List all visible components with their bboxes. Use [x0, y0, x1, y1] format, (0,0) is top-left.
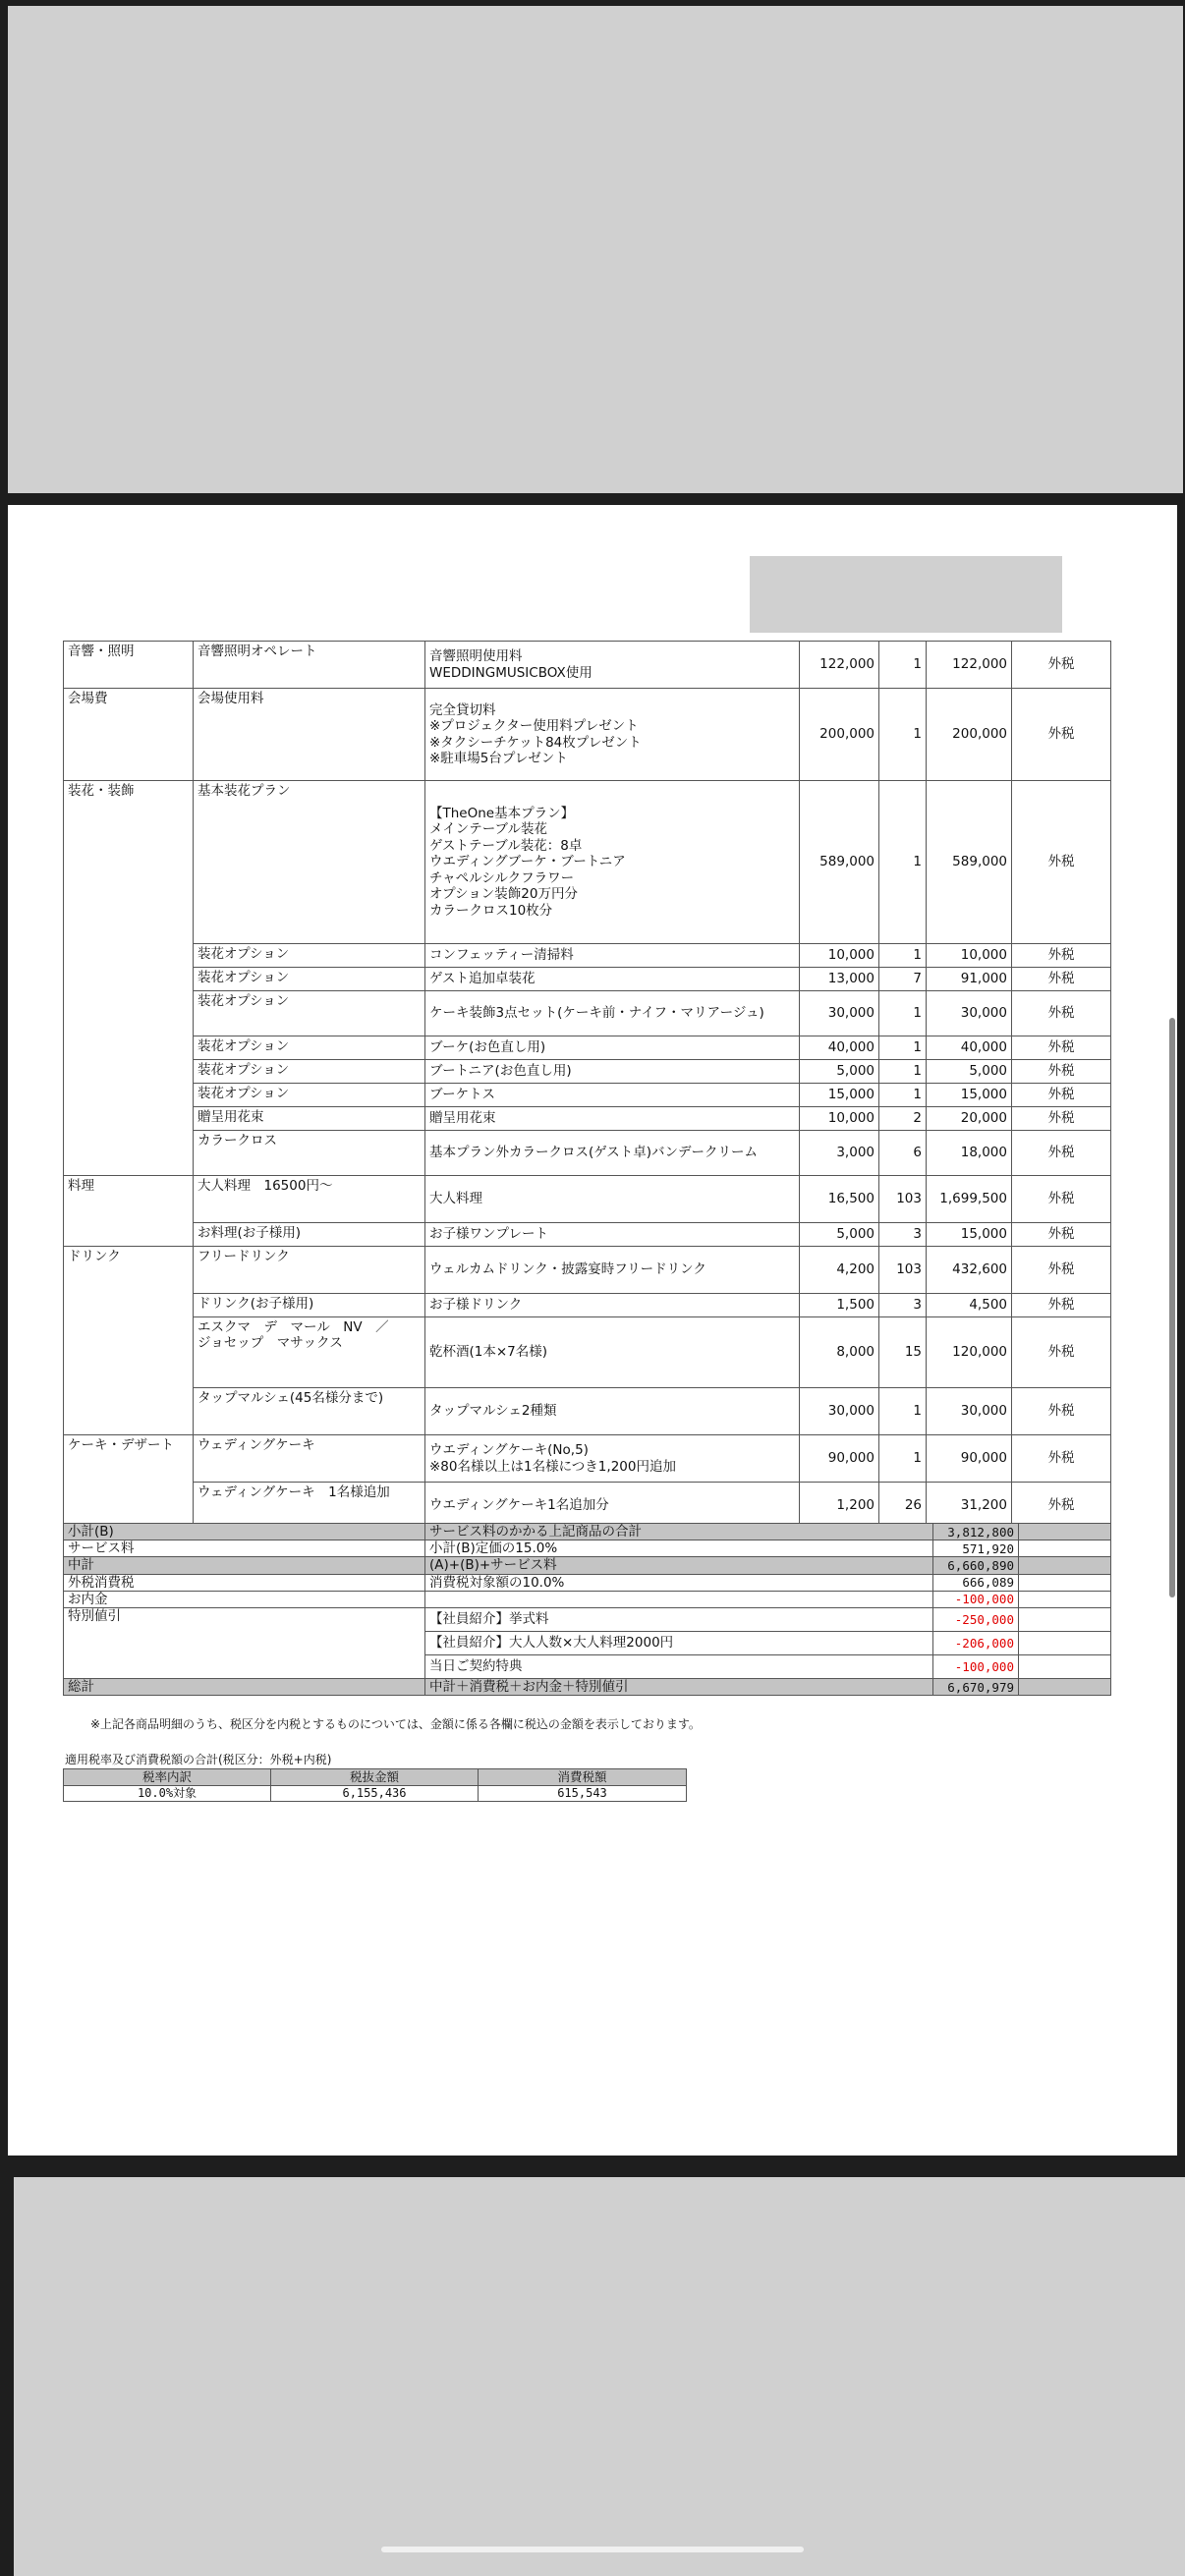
line-item-row — [64, 1176, 1111, 1223]
line-item-row — [64, 1131, 1111, 1176]
tax-type-cell: 外税 — [1012, 689, 1111, 781]
item-name-cell: エスクマ デ マール NV ／ ジョセップ マサックス — [194, 1317, 425, 1388]
category-cell: 会場費 — [64, 689, 194, 781]
quantity-cell: 103 — [879, 1247, 927, 1294]
quantity-cell: 1 — [879, 1435, 927, 1483]
category-cell: ケーキ・デザート — [64, 1435, 194, 1530]
quantity-cell: 1 — [879, 1084, 927, 1107]
rate-header-pretax: 税抜金額 — [271, 1769, 479, 1786]
summary-blank-cell — [1019, 1678, 1111, 1695]
amount-cell: 120,000 — [927, 1317, 1012, 1388]
category-cell: 料理 — [64, 1176, 194, 1247]
summary-row — [64, 1557, 1111, 1574]
line-item-row — [64, 781, 1111, 944]
description-cell: ブーケトス — [425, 1084, 800, 1107]
tax-type-cell: 外税 — [1012, 1131, 1111, 1176]
tax-type-cell: 外税 — [1012, 944, 1111, 968]
tax-rate-title: 適用税率及び消費税額の合計(税区分：外税+内税) — [65, 1753, 332, 1766]
summary-description: 当日ご契約特典 — [425, 1654, 933, 1678]
unit-price-cell: 122,000 — [800, 642, 879, 689]
summary-blank-cell — [1019, 1540, 1111, 1557]
item-name-cell: ウェディングケーキ 1名様追加 — [194, 1483, 425, 1530]
line-item-row — [64, 1036, 1111, 1060]
line-item-row — [64, 1060, 1111, 1084]
quantity-cell: 103 — [879, 1176, 927, 1223]
description-cell: ウェルカムドリンク・披露宴時フリードリンク — [425, 1247, 800, 1294]
summary-row — [64, 1591, 1111, 1607]
description-cell: お子様ドリンク — [425, 1294, 800, 1317]
rate-breakdown: 10.0%対象 — [64, 1785, 271, 1801]
summary-blank-cell — [1019, 1654, 1111, 1678]
summary-blank-cell — [1019, 1557, 1111, 1574]
item-name-cell: 装花オプション — [194, 1036, 425, 1060]
unit-price-cell: 589,000 — [800, 781, 879, 944]
tax-type-cell: 外税 — [1012, 1294, 1111, 1317]
quantity-cell: 3 — [879, 1294, 927, 1317]
amount-cell: 20,000 — [927, 1107, 1012, 1131]
amount-cell: 31,200 — [927, 1483, 1012, 1530]
amount-cell: 122,000 — [927, 642, 1012, 689]
quantity-cell: 1 — [879, 944, 927, 968]
item-name-cell: 装花オプション — [194, 991, 425, 1036]
tax-type-cell: 外税 — [1012, 781, 1111, 944]
summary-label: 特別値引 — [64, 1607, 425, 1678]
quantity-cell: 1 — [879, 991, 927, 1036]
tax-type-cell: 外税 — [1012, 1388, 1111, 1435]
item-name-cell: 会場使用料 — [194, 689, 425, 781]
tax-type-cell: 外税 — [1012, 1483, 1111, 1530]
unit-price-cell: 16,500 — [800, 1176, 879, 1223]
summary-amount: 571,920 — [933, 1540, 1019, 1557]
summary-row — [64, 1574, 1111, 1591]
tax-note: ※上記各商品明細のうち、税区分を内税とするものについては、金額に係る各欄に税込の金額を表示しております。 — [90, 1717, 701, 1731]
summary-amount: 6,670,979 — [933, 1678, 1019, 1695]
unit-price-cell: 200,000 — [800, 689, 879, 781]
amount-cell: 91,000 — [927, 968, 1012, 991]
description-cell: ウエディングケーキ(No,5) ※80名様以上は1名様につき1,200円追加 — [425, 1435, 800, 1483]
line-item-row — [64, 1294, 1111, 1317]
summary-row — [64, 1524, 1111, 1540]
description-cell: 乾杯酒(1本×7名様) — [425, 1317, 800, 1388]
summary-amount: 6,660,890 — [933, 1557, 1019, 1574]
scrollbar-thumb[interactable] — [1169, 1018, 1175, 1597]
summary-blank-cell — [1019, 1524, 1111, 1540]
description-cell: コンフェッティー清掃料 — [425, 944, 800, 968]
unit-price-cell: 13,000 — [800, 968, 879, 991]
home-indicator[interactable] — [381, 2547, 804, 2552]
unit-price-cell: 90,000 — [800, 1435, 879, 1483]
rate-header-breakdown: 税率内訳 — [64, 1769, 271, 1786]
summary-blank-cell — [1019, 1631, 1111, 1654]
item-name-cell: 基本装花プラン — [194, 781, 425, 944]
unit-price-cell: 5,000 — [800, 1223, 879, 1247]
description-cell: タップマルシェ2種類 — [425, 1388, 800, 1435]
summary-table — [63, 1523, 1111, 1696]
summary-amount: -100,000 — [933, 1591, 1019, 1607]
summary-amount: 3,812,800 — [933, 1524, 1019, 1540]
line-item-row — [64, 1107, 1111, 1131]
tax-type-cell: 外税 — [1012, 1176, 1111, 1223]
item-name-cell: カラークロス — [194, 1131, 425, 1176]
summary-amount: -100,000 — [933, 1654, 1019, 1678]
tax-type-cell: 外税 — [1012, 991, 1111, 1036]
rate-tax-amount: 615,543 — [479, 1785, 687, 1801]
description-cell: 贈呈用花束 — [425, 1107, 800, 1131]
line-item-row — [64, 1084, 1111, 1107]
redacted-header-area — [8, 6, 1183, 493]
unit-price-cell: 10,000 — [800, 944, 879, 968]
line-item-row — [64, 1388, 1111, 1435]
category-cell: 音響・照明 — [64, 642, 194, 689]
unit-price-cell: 3,000 — [800, 1131, 879, 1176]
line-item-row — [64, 991, 1111, 1036]
item-name-cell: ドリンク(お子様用) — [194, 1294, 425, 1317]
amount-cell: 40,000 — [927, 1036, 1012, 1060]
item-name-cell: ウェディングケーキ — [194, 1435, 425, 1483]
line-item-row — [64, 944, 1111, 968]
summary-row — [64, 1607, 1111, 1631]
line-item-row — [64, 968, 1111, 991]
unit-price-cell: 1,200 — [800, 1483, 879, 1530]
quantity-cell: 3 — [879, 1223, 927, 1247]
quantity-cell: 1 — [879, 1060, 927, 1084]
amount-cell: 10,000 — [927, 944, 1012, 968]
summary-description: 消費税対象額の10.0% — [425, 1574, 933, 1591]
line-item-row — [64, 1223, 1111, 1247]
amount-cell: 18,000 — [927, 1131, 1012, 1176]
amount-cell: 200,000 — [927, 689, 1012, 781]
unit-price-cell: 10,000 — [800, 1107, 879, 1131]
description-cell: ブートニア(お色直し用) — [425, 1060, 800, 1084]
description-cell: ケーキ装飾3点セット(ケーキ前・ナイフ・マリアージュ) — [425, 991, 800, 1036]
amount-cell: 5,000 — [927, 1060, 1012, 1084]
unit-price-cell: 30,000 — [800, 991, 879, 1036]
summary-amount: -206,000 — [933, 1631, 1019, 1654]
summary-amount: 666,089 — [933, 1574, 1019, 1591]
item-name-cell: 装花オプション — [194, 1084, 425, 1107]
amount-cell: 1,699,500 — [927, 1176, 1012, 1223]
amount-cell: 30,000 — [927, 991, 1012, 1036]
amount-cell: 432,600 — [927, 1247, 1012, 1294]
item-name-cell: 装花オプション — [194, 968, 425, 991]
unit-price-cell: 40,000 — [800, 1036, 879, 1060]
tax-type-cell: 外税 — [1012, 1317, 1111, 1388]
quantity-cell: 2 — [879, 1107, 927, 1131]
item-name-cell: 音響照明オペレート — [194, 642, 425, 689]
quantity-cell: 1 — [879, 1388, 927, 1435]
summary-amount: -250,000 — [933, 1607, 1019, 1631]
unit-price-cell: 30,000 — [800, 1388, 879, 1435]
summary-row — [64, 1678, 1111, 1695]
summary-label: 小計(B) — [64, 1524, 425, 1540]
item-name-cell: 装花オプション — [194, 1060, 425, 1084]
description-cell: 大人料理 — [425, 1176, 800, 1223]
item-name-cell: 贈呈用花束 — [194, 1107, 425, 1131]
amount-cell: 4,500 — [927, 1294, 1012, 1317]
quantity-cell: 1 — [879, 689, 927, 781]
tax-type-cell: 外税 — [1012, 1107, 1111, 1131]
item-name-cell: 大人料理 16500円～ — [194, 1176, 425, 1223]
summary-description: 【社員紹介】大人人数×大人料理2000円 — [425, 1631, 933, 1654]
tax-type-cell: 外税 — [1012, 1036, 1111, 1060]
summary-description: (A)+(B)+サービス料 — [425, 1557, 933, 1574]
quantity-cell: 26 — [879, 1483, 927, 1530]
unit-price-cell: 5,000 — [800, 1060, 879, 1084]
summary-label: サービス料 — [64, 1540, 425, 1557]
description-cell: 完全貸切料 ※プロジェクター使用料プレゼント ※タクシーチケット84枚プレゼント ※駐車場5台プレゼント — [425, 689, 800, 781]
unit-price-cell: 4,200 — [800, 1247, 879, 1294]
summary-label: 総計 — [64, 1678, 425, 1695]
summary-label: 外税消費税 — [64, 1574, 425, 1591]
line-item-row — [64, 1247, 1111, 1294]
quantity-cell: 1 — [879, 642, 927, 689]
line-item-row — [64, 689, 1111, 781]
redacted-footer-area — [14, 2177, 1185, 2576]
amount-cell: 15,000 — [927, 1084, 1012, 1107]
tax-type-cell: 外税 — [1012, 642, 1111, 689]
unit-price-cell: 1,500 — [800, 1294, 879, 1317]
tax-type-cell: 外税 — [1012, 1223, 1111, 1247]
line-items-table — [63, 641, 1111, 1530]
summary-row — [64, 1540, 1111, 1557]
line-item-row — [64, 642, 1111, 689]
estimate-page — [8, 505, 1177, 2156]
description-cell: ゲスト追加卓装花 — [425, 968, 800, 991]
redacted-box — [750, 556, 1062, 633]
category-cell: 装花・装飾 — [64, 781, 194, 1176]
unit-price-cell: 15,000 — [800, 1084, 879, 1107]
tax-rate-table — [63, 1768, 687, 1802]
rate-pretax-amount: 6,155,436 — [271, 1785, 479, 1801]
summary-description: 中計＋消費税＋お内金＋特別値引 — [425, 1678, 933, 1695]
tax-type-cell: 外税 — [1012, 1435, 1111, 1483]
amount-cell: 30,000 — [927, 1388, 1012, 1435]
quantity-cell: 1 — [879, 781, 927, 944]
summary-label: お内金 — [64, 1591, 425, 1607]
summary-description — [425, 1591, 933, 1607]
summary-blank-cell — [1019, 1591, 1111, 1607]
unit-price-cell: 8,000 — [800, 1317, 879, 1388]
item-name-cell: タップマルシェ(45名様分まで) — [194, 1388, 425, 1435]
description-cell: 基本プラン外カラークロス(ゲスト卓)バンデークリーム — [425, 1131, 800, 1176]
summary-label: 中計 — [64, 1557, 425, 1574]
quantity-cell: 6 — [879, 1131, 927, 1176]
summary-description: サービス料のかかる上記商品の合計 — [425, 1524, 933, 1540]
amount-cell: 15,000 — [927, 1223, 1012, 1247]
line-item-row — [64, 1435, 1111, 1483]
amount-cell: 589,000 — [927, 781, 1012, 944]
description-cell: お子様ワンプレート — [425, 1223, 800, 1247]
quantity-cell: 1 — [879, 1036, 927, 1060]
item-name-cell: お料理(お子様用) — [194, 1223, 425, 1247]
description-cell: ブーケ(お色直し用) — [425, 1036, 800, 1060]
summary-description: 小計(B)定価の15.0% — [425, 1540, 933, 1557]
description-cell: ウエディングケーキ1名追加分 — [425, 1483, 800, 1530]
category-cell: ドリンク — [64, 1247, 194, 1435]
summary-description: 【社員紹介】挙式料 — [425, 1607, 933, 1631]
item-name-cell: フリードリンク — [194, 1247, 425, 1294]
description-cell: 音響照明使用料 WEDDINGMUSICBOX使用 — [425, 642, 800, 689]
line-item-row — [64, 1317, 1111, 1388]
description-cell: 【TheOne基本プラン】 メインテーブル装花 ゲストテーブル装花：8卓 ウエディングブーケ・ブートニア チャペルシルクフラワー オプション装飾20万円分 カラークロス10枚分 — [425, 781, 800, 944]
tax-type-cell: 外税 — [1012, 1060, 1111, 1084]
quantity-cell: 15 — [879, 1317, 927, 1388]
item-name-cell: 装花オプション — [194, 944, 425, 968]
tax-type-cell: 外税 — [1012, 1084, 1111, 1107]
rate-header-tax: 消費税額 — [479, 1769, 687, 1786]
summary-blank-cell — [1019, 1607, 1111, 1631]
summary-blank-cell — [1019, 1574, 1111, 1591]
quantity-cell: 7 — [879, 968, 927, 991]
tax-type-cell: 外税 — [1012, 1247, 1111, 1294]
amount-cell: 90,000 — [927, 1435, 1012, 1483]
tax-type-cell: 外税 — [1012, 968, 1111, 991]
